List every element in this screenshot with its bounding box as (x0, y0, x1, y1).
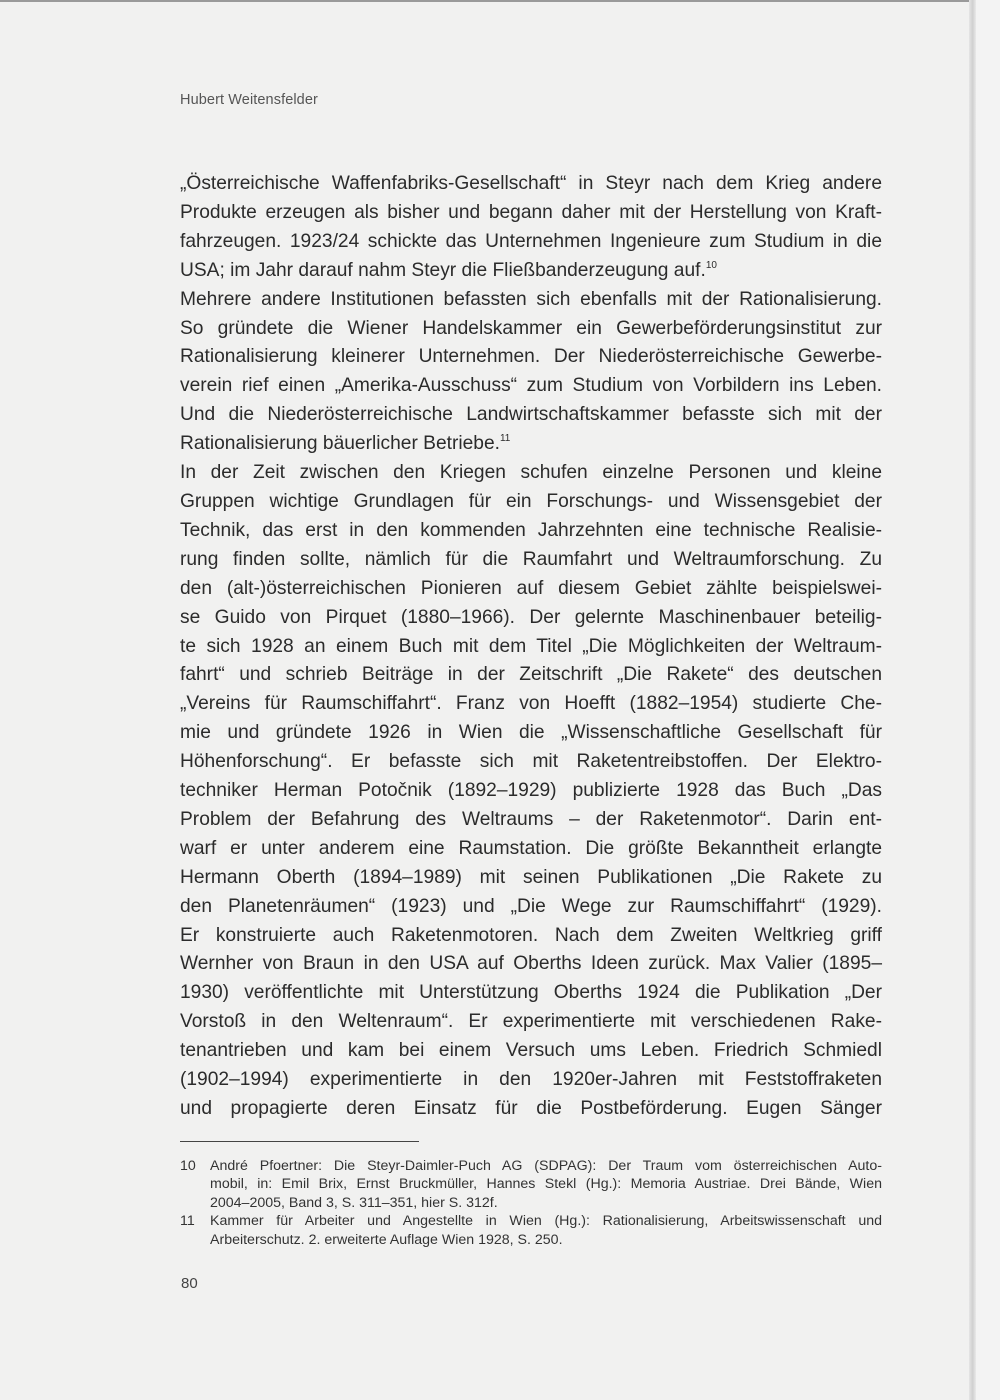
text-line: warf er unter anderem eine Raumstation. Die größte Bekanntheit erlangte (180, 837, 882, 859)
footnote (180, 1212, 882, 1249)
text-line: mie und gründete 1926 in Wien die „Wissenschaftliche Gesellschaft für (180, 722, 882, 744)
text-line: fahrt“ und schrieb Beiträge in der Zeitschrift „Die Rakete“ des deutschen (180, 664, 882, 686)
paragraph (180, 459, 882, 1124)
text-line: Höhenforschung“. Er befasste sich mit Raketentreibstoffen. Der Elektro- (180, 751, 882, 773)
text-line: Rationalisierung bäuerlicher Betriebe.$^{11}$ (180, 433, 511, 455)
paragraph (180, 170, 882, 286)
footnote-line: 2004–2005, Band 3, S. 311–351, hier S. 312f. (210, 1194, 498, 1211)
text-line: Und die Niederösterreichische Landwirtschaftskammer befasste sich mit der (180, 404, 882, 426)
paragraph (180, 286, 882, 459)
book-gutter (969, 0, 976, 1400)
text-line: „Österreichische Waffenfabriks-Gesellschaft“ in Steyr nach dem Krieg andere (180, 173, 882, 194)
footnotes (180, 1157, 882, 1249)
text-line: den Planetenräumen“ (1923) und „Die Wege zur Raumschiffahrt“ (1929). (180, 895, 882, 917)
text-line: So gründete die Wiener Handelskammer ein Gewerbeförderungsinstitut zur (180, 317, 882, 339)
text-line: 1930) veröffentlichte mit Unterstützung Oberths 1924 die Publikation „Der (180, 982, 882, 1004)
footnote-reference[interactable]: 10 (705, 259, 717, 271)
text-line: Rationalisierung kleinerer Unternehmen. Der Niederösterreichische Gewerbe- (180, 346, 882, 368)
text-line: Vorstoß in den Weltenraum“. Er experimentierte mit verschiedenen Rake- (180, 1011, 882, 1033)
footnote-line: mobil, in: Emil Brix, Ernst Bruckmüller, Hannes Stekl (Hg.): Memoria Austriae. Drei Bände, Wien (210, 1176, 882, 1193)
footnote-line: André Pfoertner: Die Steyr-Daimler-Puch AG (SDPAG): Der Traum vom österreichischen Auto- (210, 1158, 882, 1174)
text-line: Technik, das erst in den kommenden Jahrzehnten eine technische Realisie- (180, 519, 882, 541)
text-line: Produkte erzeugen als bisher und begann daher mit der Herstellung von Kraft- (180, 201, 882, 223)
text-line: techniker Herman Potočnik (1892–1929) publizierte 1928 das Buch „Das (180, 780, 882, 802)
footnote-text (210, 1212, 882, 1249)
text-line: (1902–1994) experimentierte in den 1920er-Jahren mit Feststoffraketen (180, 1069, 882, 1091)
footnote-number: 10 (180, 1158, 196, 1174)
footnote (180, 1157, 882, 1212)
text-line: und propagierte deren Einsatz für die Postbeförderung. Eugen Sänger (180, 1098, 882, 1119)
text-line: fahrzeugen. 1923/24 schickte das Unternehmen Ingenieure zum Studium in die (180, 230, 882, 252)
text-line: In der Zeit zwischen den Kriegen schufen einzelne Personen und kleine (180, 462, 882, 484)
text-line: tenantrieben und kam bei einem Versuch ums Leben. Friedrich Schmiedl (180, 1040, 882, 1062)
footnote-separator (180, 1141, 419, 1142)
text-line: te sich 1928 an einem Buch mit dem Titel „Die Möglichkeiten der Weltraum- (180, 635, 882, 657)
footnote-line: Arbeiterschutz. 2. erweiterte Auflage Wien 1928, S. 250. (210, 1231, 563, 1248)
text-line: Hermann Oberth (1894–1989) mit seinen Publikationen „Die Rakete zu (180, 866, 882, 888)
facing-page-edge (976, 0, 1000, 1400)
page-number: 80 (181, 1275, 198, 1292)
footnote-reference[interactable]: 11 (499, 433, 511, 445)
text-line: verein rief einen „Amerika-Ausschuss“ zum Studium von Vorbildern ins Leben. (180, 375, 882, 397)
text-line: se Guido von Pirquet (1880–1966). Der gelernte Maschinenbauer beteilig- (180, 606, 882, 628)
text-line: rung finden sollte, nämlich für die Raumfahrt und Weltraumforschung. Zu (180, 548, 882, 570)
text-line: USA; im Jahr darauf nahm Steyr die Fließbanderzeugung auf.$^{10}$ (180, 259, 717, 281)
footnote-number: 11 (180, 1213, 195, 1230)
page-top-edge (0, 0, 1000, 2)
text-line: Er konstruierte auch Raketenmotoren. Nach dem Zweiten Weltkrieg griff (180, 924, 882, 946)
text-line: Gruppen wichtige Grundlagen für ein Forschungs- und Wissensgebiet der (180, 490, 882, 512)
text-line: Problem der Befahrung des Weltraums – der Raketenmotor“. Darin ent- (180, 808, 882, 830)
footnote-line: Kammer für Arbeiter und Angestellte in Wien (Hg.): Rationalisierung, Arbeitswissenschaft und (210, 1213, 882, 1230)
running-head-author: Hubert Weitensfelder (180, 92, 318, 108)
body-text (180, 170, 882, 1124)
text-line: Mehrere andere Institutionen befassten sich ebenfalls mit der Rationalisierung. (180, 288, 882, 310)
footnote-text (210, 1157, 882, 1212)
text-line: „Vereins für Raumschiffahrt“. Franz von Hoefft (1882–1954) studierte Che- (180, 693, 882, 715)
text-line: Wernher von Braun in den USA auf Oberths Ideen zurück. Max Valier (1895– (180, 953, 882, 975)
text-line: den (alt-)österreichischen Pionieren auf diesem Gebiet zählte beispielswei- (180, 577, 882, 599)
